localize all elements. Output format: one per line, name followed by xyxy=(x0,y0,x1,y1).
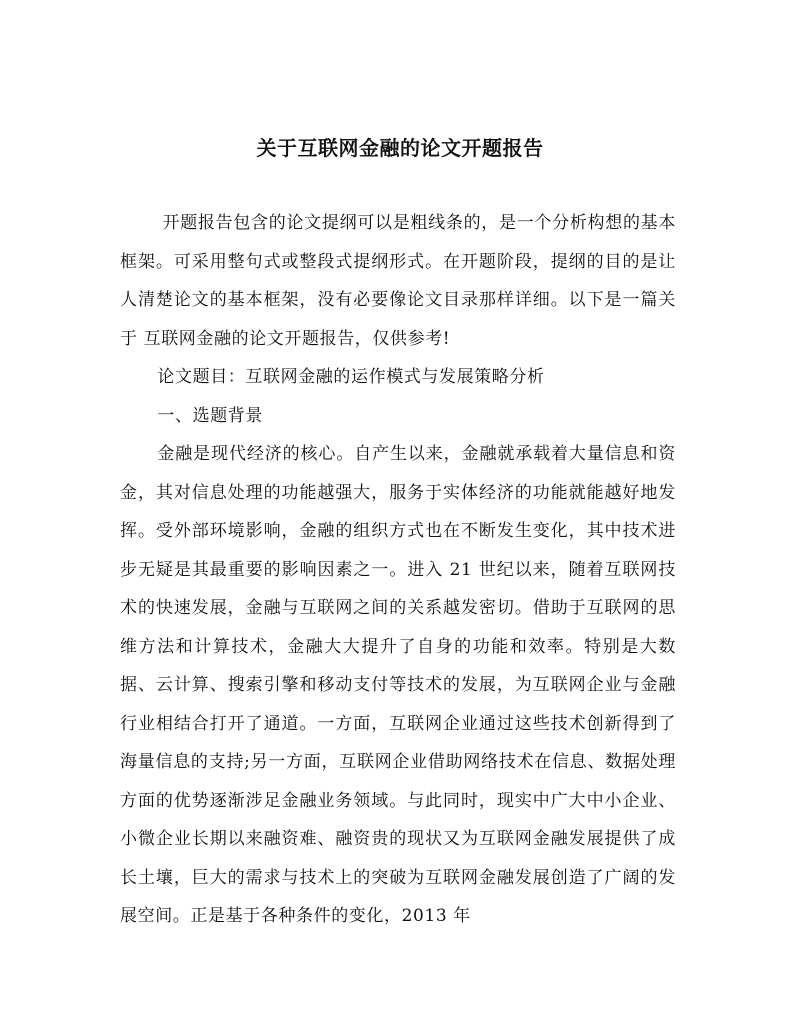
intro-paragraph: 开题报告包含的论文提纲可以是粗线条的，是一个分析构想的基本框架。可采用整句式或整段式提纲形式。在开题阶段，提纲的目的是让人清楚论文的基本框架，没有必要像论文目录那样详细。以下是一篇关于 互联网金融的论文开题报告，仅供参考! xyxy=(120,213,676,349)
section-heading: 一、选题背景 xyxy=(157,405,263,426)
thesis-topic-line: 论文题目：互联网金融的运作模式与发展策略分析 xyxy=(157,367,545,387)
document-body xyxy=(120,204,676,936)
background-paragraph: 金融是现代经济的核心。自产生以来，金融就承载着大量信息和资金，其对信息处理的功能越强大，服务于实体经济的功能就能越好地发挥。受外部环境影响，金融的组织方式也在不断发生变化，其中技术进步无疑是其最重要的影响因素之一。进入 21 世纪以来，随着互联网技术的快速发展，金融与互联网之间的关系越发密切。借助于互联网的思维方法和计算技术，金融大大提升了自身的功能和效率。特别是大数据、云计算、搜索引擎和移动支付等技术的发展，为互联网企业与金融行业相结合打开了通道。一方面，互联网企业通过这些技术创新得到了海量信息的支持;另一方面，互联网企业借助网络技术在信息、数据处理方面的优势逐渐涉足金融业务领域。与此同时，现实中广大中小企业、小微企业长期以来融资难、融资贵的现状又为互联网金融发展提供了成长土壤，巨大的需求与技术上的突破为互联网金融发展创造了广阔的发展空间。正是基于各种条件的变化，2013 年 xyxy=(120,444,676,926)
document-title: 关于互联网金融的论文开题报告 xyxy=(256,136,544,160)
